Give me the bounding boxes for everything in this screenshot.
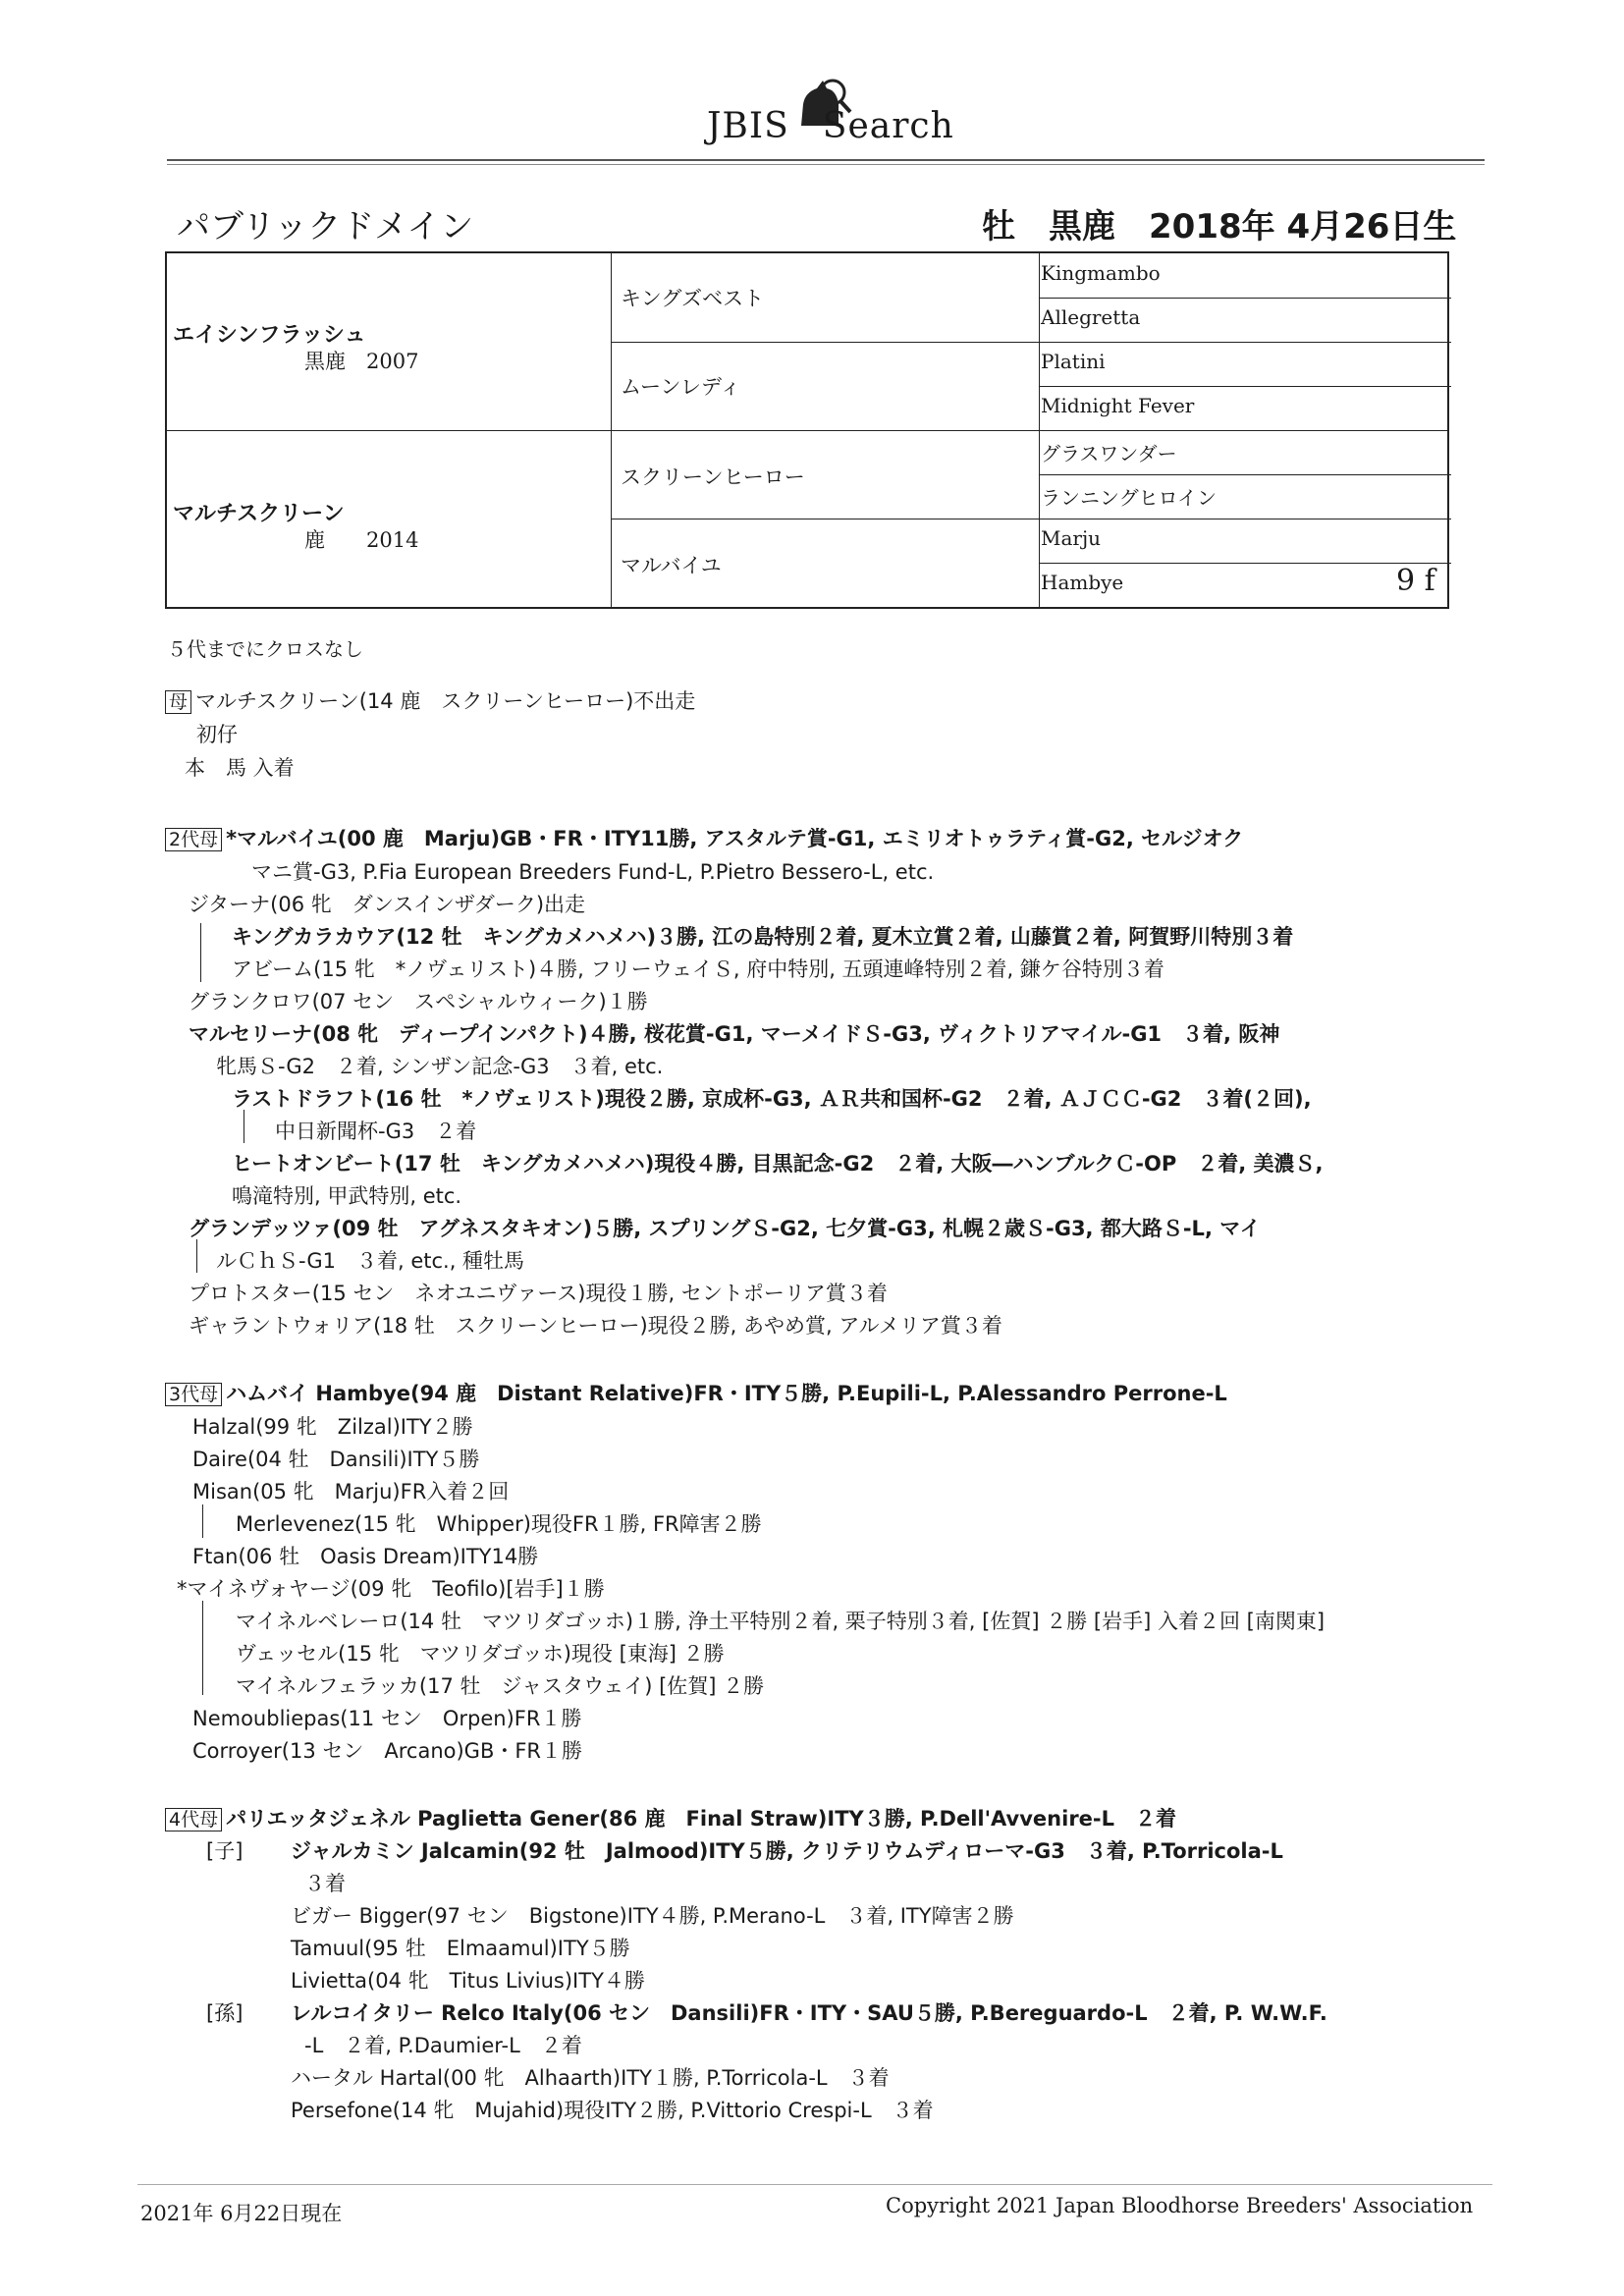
grandchild-label: [孫]: [206, 2001, 244, 2025]
g4-line: -L ２着, P.Daumier-L ２着: [304, 2034, 582, 2057]
family-number: 9 f: [1396, 564, 1435, 598]
g2-line: ラストドラフト(16 牡 *ノヴェリスト)現役２勝, 京成杯-G3, ＡＲ共和国杯-G2 ２着, ＡＪＣＣ-G2 ３着(２回),: [232, 1087, 1312, 1111]
sibling-bar: [202, 1601, 203, 1695]
g2-line: グランクロワ(07 セン スペシャルウィーク)１勝: [189, 990, 648, 1013]
header-divider-thin: [167, 164, 1485, 165]
dam-line-3: 本 馬 入着: [185, 756, 295, 780]
sire-name: エイシンフラッシュ: [173, 323, 366, 348]
pedigree-g2: スクリーンヒーロー: [621, 465, 805, 489]
pedigree-g2: キングズベスト: [621, 287, 765, 310]
g3-line: ハムバイ Hambye(94 鹿 Distant Relative)FR・ITY５勝, P.Eupili-L, P.Alessandro Perrone-L: [226, 1382, 1227, 1405]
sire-color-year: 黒鹿 2007: [304, 350, 419, 373]
g2-line: マニ賞-G3, P.Fia European Breeders Fund-L, P.Pietro Bessero-L, etc.: [251, 860, 935, 884]
g2-line: アビーム(15 牝 *ノヴェリスト)４勝, フリーウェイＳ, 府中特別, 五頭連峰特別２着, 鎌ケ谷特別３着: [232, 957, 1164, 981]
g2-line: ヒートオンビート(17 牡 キングカメハメハ)現役４勝, 目黒記念-G2 ２着, 大阪―ハンブルクＣ-OP ２着, 美濃Ｓ,: [232, 1152, 1324, 1175]
dam-line-2: 初仔: [196, 723, 238, 746]
g4-line: Livietta(04 牝 Titus Livius)ITY４勝: [291, 1969, 645, 1993]
g4-line: ビガー Bigger(97 セン Bigstone)ITY４勝, P.Merano-L ３着, ITY障害２勝: [291, 1904, 1014, 1928]
pedigree-table: [165, 251, 1449, 609]
dam-color-year: 鹿 2014: [304, 528, 419, 552]
dam-text: マルチスクリーン(14 鹿 スクリーンヒーロー)不出走: [195, 689, 696, 713]
footer-copyright: Copyright 2021 Japan Bloodhorse Breeders' Association: [886, 2194, 1474, 2217]
g3-line: Ftan(06 牡 Oasis Dream)ITY14勝: [192, 1545, 539, 1568]
pedigree-g3: Allegretta: [1041, 305, 1141, 329]
sibling-bar: [196, 1239, 197, 1273]
g3-line: Misan(05 牝 Marju)FR入着２回: [192, 1480, 510, 1503]
logo-left-text: JBIS: [707, 106, 789, 146]
g4-label: 4代母: [165, 1808, 222, 1831]
footer-divider: [137, 2184, 1492, 2185]
g4-line: Tamuul(95 牡 Elmaamul)ITY５勝: [291, 1937, 630, 1960]
g2-line: *マルバイユ(00 鹿 Marju)GB・FR・ITY11勝, アスタルテ賞-G1, エミリオトゥラティ賞-G2, セルジオク: [226, 827, 1244, 850]
g3-line: ヴェッセル(15 牝 マツリダゴッホ)現役 [東海] ２勝: [236, 1642, 725, 1666]
g3-line: Merlevenez(15 牝 Whipper)現役FR１勝, FR障害２勝: [236, 1512, 762, 1536]
g3-line: マイネルベレーロ(14 牡 マツリダゴッホ)１勝, 浄土平特別２着, 栗子特別３着, [佐賀] ２勝 [岩手] 入着２回 [南関東]: [236, 1610, 1326, 1633]
pedigree-g2: ムーンレディ: [621, 375, 741, 399]
footer-date: 2021年 6月22日現在: [140, 2202, 343, 2225]
g2-line: 中日新聞杯-G3 ２着: [275, 1120, 477, 1143]
g2-line: プロトスター(15 セン ネオユニヴァース)現役１勝, セントポーリア賞３着: [189, 1282, 888, 1305]
sibling-bar: [202, 1504, 203, 1538]
pedigree-g3: Marju: [1041, 526, 1102, 550]
pedigree-g3: ランニングヒロイン: [1041, 486, 1217, 510]
g3-line: *マイネヴォヤージ(09 牝 Teofilo)[岩手]１勝: [177, 1577, 605, 1601]
g3-line: Nemoubliepas(11 セン Orpen)FR１勝: [192, 1707, 582, 1730]
g2-line: マルセリーナ(08 牝 ディープインパクト)４勝, 桜花賞-G1, マーメイドＳ-G3, ヴィクトリアマイル-G1 ３着, 阪神: [189, 1022, 1280, 1046]
g2-line: ギャラントウォリア(18 牡 スクリーンヒーロー)現役２勝, あやめ賞, アルメリア賞３着: [189, 1314, 1002, 1338]
pedigree-g3: Kingmambo: [1041, 261, 1161, 285]
g3-line: Halzal(99 牝 Zilzal)ITY２勝: [192, 1415, 473, 1439]
g4-line: ハータル Hartal(00 牝 Alhaarth)ITY１勝, P.Torricola-L ３着: [291, 2066, 890, 2090]
g3-line: Corroyer(13 セン Arcano)GB・FR１勝: [192, 1739, 583, 1763]
g4-line: パリエッタジェネル Paglietta Gener(86 鹿 Final Straw)ITY３勝, P.Dell'Avvenire-L ２着: [226, 1807, 1177, 1831]
g4-line: レルコイタリー Relco Italy(06 セン Dansili)FR・ITY・SAU５勝, P.Bereguardo-L ２着, P. W.W.F.: [291, 2001, 1327, 2025]
g2-line: グランデッツァ(09 牡 アグネスタキオン)５勝, スプリングＳ-G2, 七夕賞-G3, 札幌２歳Ｓ-G3, 都大路Ｓ-L, マイ: [189, 1217, 1261, 1240]
sibling-bar: [200, 923, 201, 982]
dam-name: マルチスクリーン: [173, 502, 345, 526]
g2-line: 牝馬Ｓ-G2 ２着, シンザン記念-G3 ３着, etc.: [216, 1055, 664, 1078]
g3-label: 3代母: [165, 1383, 222, 1406]
g4-line: ３着: [304, 1872, 346, 1895]
jbis-search-logo: [707, 106, 954, 146]
cross-note: ５代までにクロスなし: [167, 637, 363, 661]
g4-line: ジャルカミン Jalcamin(92 牡 Jalmood)ITY５勝, クリテリウムディローマ-G3 ３着, P.Torricola-L: [291, 1839, 1283, 1863]
logo-right-text: Search: [822, 106, 954, 146]
pedigree-g3: グラスワンダー: [1041, 442, 1177, 465]
dam-label: 母: [165, 690, 191, 714]
header-divider: [167, 159, 1485, 161]
pedigree-g2: マルバイユ: [621, 554, 722, 577]
g3-line: Daire(04 牡 Dansili)ITY５勝: [192, 1448, 480, 1471]
pedigree-g3: Platini: [1041, 350, 1106, 373]
g4-line: Persefone(14 牝 Mujahid)現役ITY２勝, P.Vittorio Crespi-L ３着: [291, 2099, 934, 2122]
g2-label: 2代母: [165, 828, 222, 851]
g2-line: キングカラカウア(12 牡 キングカメハメハ)３勝, 江の島特別２着, 夏木立賞２着, 山藤賞２着, 阿賀野川特別３着: [232, 925, 1294, 949]
g2-line: 鳴滝特別, 甲武特別, etc.: [232, 1184, 462, 1208]
g3-line: マイネルフェラッカ(17 牡 ジャスタウェイ) [佐賀] ２勝: [236, 1674, 765, 1698]
g2-line: ルＣｈＳ-G1 ３着, etc., 種牡馬: [216, 1249, 525, 1273]
g2-line: ジターナ(06 牝 ダンスインザダーク)出走: [189, 893, 586, 916]
dam-line: [165, 685, 695, 715]
pedigree-g3: Midnight Fever: [1041, 394, 1195, 417]
pedigree-g3: Hambye: [1041, 571, 1124, 594]
horse-name: パブリックドメイン: [177, 207, 474, 246]
child-label: [子]: [206, 1839, 244, 1863]
horse-info: 牡 黒鹿 2018年 4月26日生: [982, 207, 1457, 246]
